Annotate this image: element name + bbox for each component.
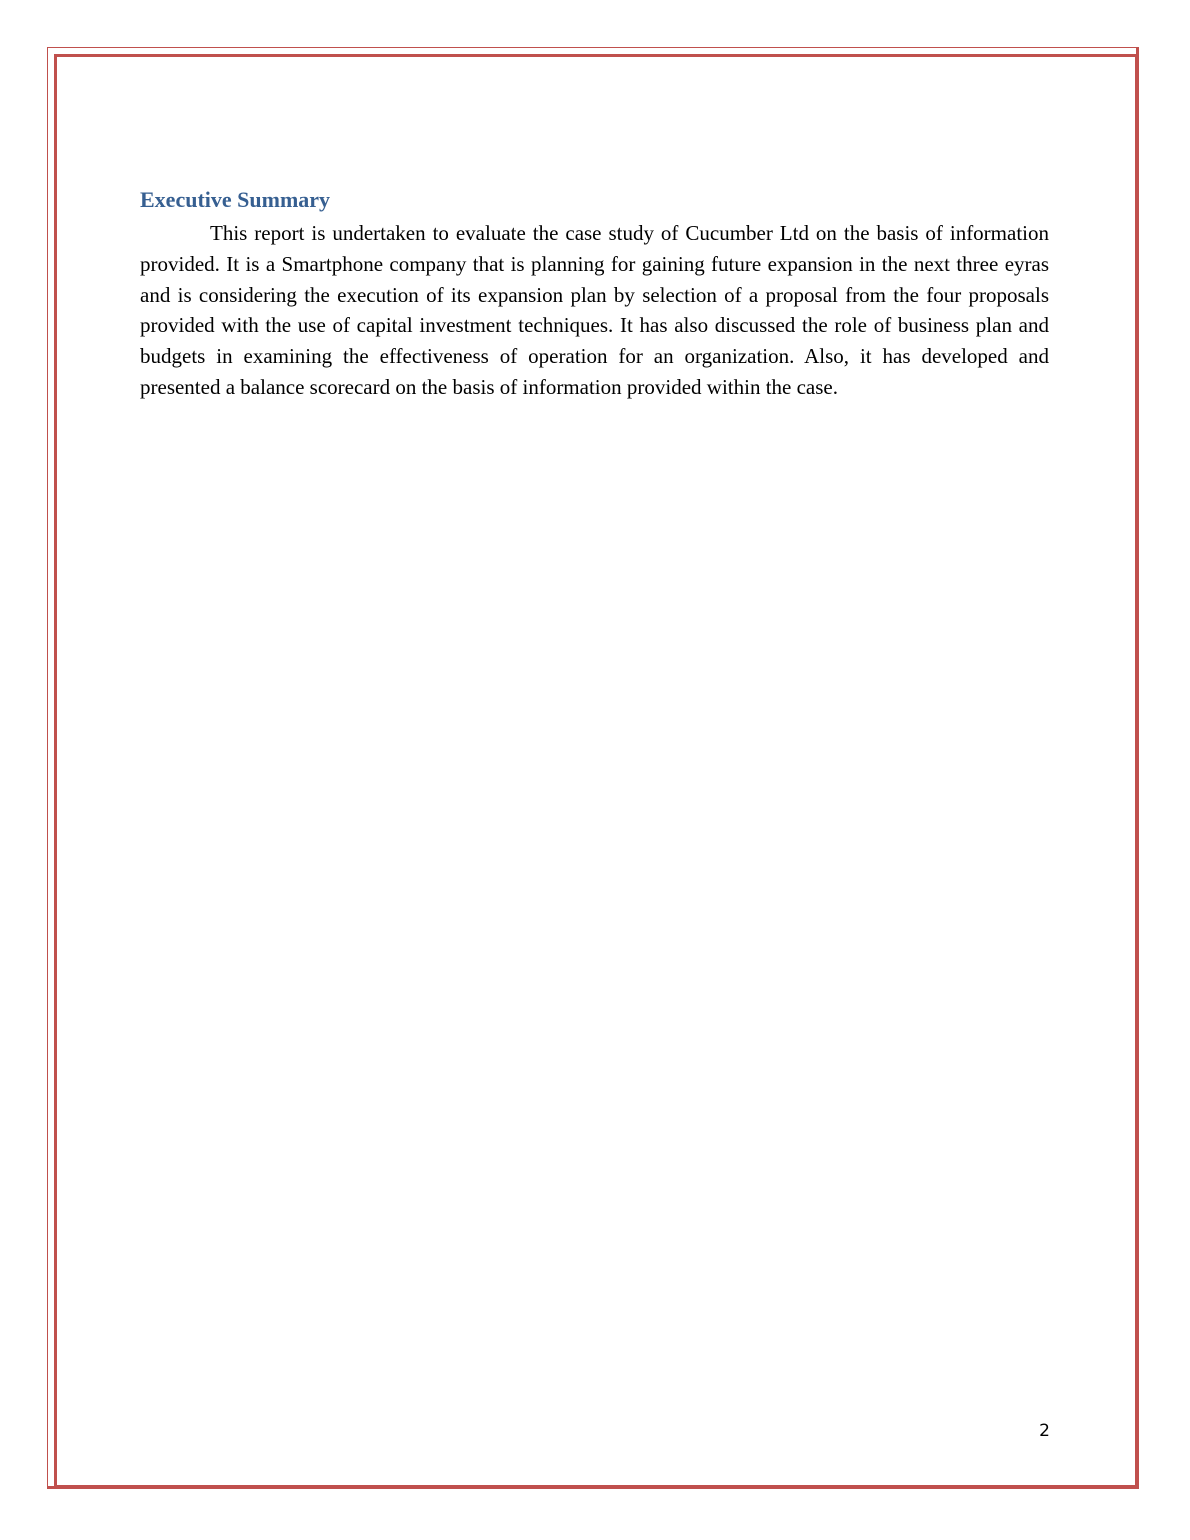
page-content [140, 186, 1049, 403]
summary-paragraph: This report is undertaken to evaluate the case study of Cucumber Ltd on the basis of information provided. It is a Smartphone company that is planning for gaining future expansion in the next three eyras and is considering the execution of its expansion plan by selection of a proposal from the four proposals provided with the use of capital investment techniques. It has also discussed the role of business plan and budgets in examining the effectiveness of operation for an organization. Also, it has developed and presented a balance scorecard on the basis of information provided within the case. [140, 221, 1049, 399]
section-heading: Executive Summary [140, 187, 331, 212]
page-number: 2 [1039, 1421, 1050, 1441]
